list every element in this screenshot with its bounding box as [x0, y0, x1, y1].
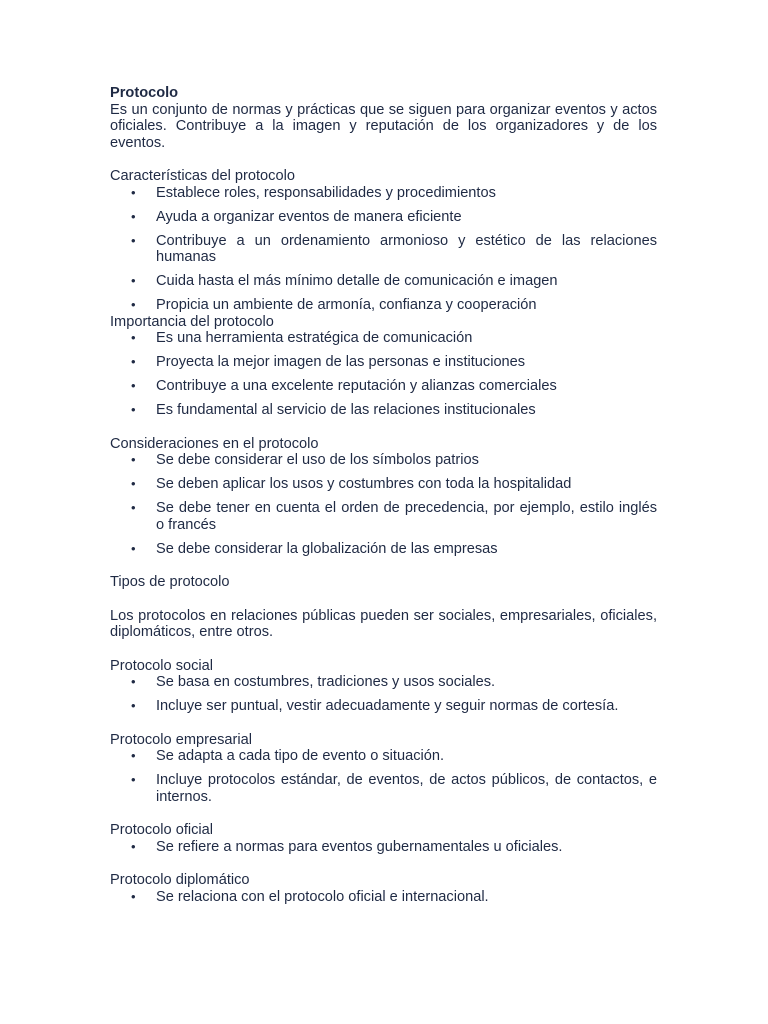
list-item-text: Se deben aplicar los usos y costumbres con toda la hospitalidad: [156, 476, 572, 492]
bullet-icon: •: [131, 354, 136, 369]
section-heading-tipos: Tipos de protocolo: [110, 574, 230, 590]
list-item: [110, 330, 657, 347]
section-heading-caracteristicas: Características del protocolo: [110, 168, 295, 184]
list-social: [110, 674, 657, 715]
list-item: [110, 674, 657, 691]
list-item: [110, 839, 657, 856]
bullet-icon: •: [131, 452, 136, 467]
list-item: [110, 476, 657, 493]
bullet-icon: •: [131, 184, 136, 200]
list-item: [110, 297, 657, 314]
list-item: [110, 378, 657, 395]
bullet-icon: •: [131, 297, 136, 312]
spacer: [110, 641, 657, 658]
list-item-text: Se debe tener en cuenta el orden de precedencia, por ejemplo, estilo inglés o francés: [156, 500, 657, 533]
bullet-icon: •: [131, 888, 136, 904]
list-item: [110, 748, 657, 765]
bullet-icon: •: [131, 402, 136, 417]
list-diplomatico: [110, 889, 657, 906]
list-item-text: Establece roles, responsabilidades y procedimientos: [156, 184, 496, 201]
bullet-icon: •: [131, 378, 136, 393]
spacer: [110, 419, 657, 436]
tipos-paragraph: Los protocolos en relaciones públicas pueden ser sociales, empresariales, oficiales, diplomáticos, entre otros.: [110, 607, 657, 640]
list-importancia: [110, 330, 657, 419]
bullet-icon: •: [131, 772, 136, 787]
bullet-icon: •: [131, 208, 136, 224]
section-heading-empresarial: Protocolo empresarial: [110, 731, 252, 748]
list-item-text: Se debe considerar el uso de los símbolos patrios: [156, 452, 479, 468]
list-item-text: Cuida hasta el más mínimo detalle de comunicación e imagen: [156, 273, 558, 289]
list-item: [110, 185, 657, 202]
list-item: [110, 889, 657, 906]
list-item: [110, 698, 657, 715]
section-heading-consideraciones: Consideraciones en el protocolo: [110, 435, 319, 452]
list-item-text: Ayuda a organizar eventos de manera eficiente: [156, 208, 462, 225]
list-item: [110, 209, 657, 226]
list-item-text: Contribuye a un ordenamiento armonioso y estético de las relaciones humanas: [156, 232, 657, 265]
bullet-icon: •: [131, 500, 136, 515]
bullet-icon: •: [131, 476, 136, 491]
list-item-text: Se adapta a cada tipo de evento o situación.: [156, 748, 445, 764]
bullet-icon: •: [131, 674, 136, 689]
list-item-text: Incluye ser puntual, vestir adecuadamente y seguir normas de cortesía.: [156, 698, 619, 714]
list-consideraciones: [110, 452, 657, 557]
list-item-text: Se relaciona con el protocolo oficial e internacional.: [156, 888, 489, 905]
list-empresarial: [110, 748, 657, 805]
list-item: [110, 772, 657, 805]
section-heading-oficial: Protocolo oficial: [110, 822, 214, 838]
spacer: [110, 591, 657, 608]
list-item-text: Se debe considerar la globalización de las empresas: [156, 540, 498, 557]
bullet-icon: •: [131, 838, 136, 854]
list-item: [110, 273, 657, 290]
section-heading-social: Protocolo social: [110, 657, 214, 674]
intro-paragraph: Es un conjunto de normas y prácticas que se siguen para organizar eventos y actos oficiales. Contribuye a la imagen y reputación de los organizadores y de los eventos.: [110, 101, 657, 151]
list-item: [110, 233, 657, 266]
list-item-text: Contribuye a una excelente reputación y alianzas comerciales: [156, 378, 557, 394]
list-oficial: [110, 839, 657, 856]
section-heading-diplomatico: Protocolo diplomático: [110, 872, 250, 888]
spacer: [110, 855, 657, 872]
bullet-icon: •: [131, 540, 136, 556]
list-item-text: Es fundamental al servicio de las relaciones institucionales: [156, 402, 536, 418]
list-item: [110, 354, 657, 371]
list-item: [110, 541, 657, 558]
bullet-icon: •: [131, 232, 136, 248]
list-item-text: Se basa en costumbres, tradiciones y usos sociales.: [156, 674, 496, 690]
bullet-icon: •: [131, 273, 136, 288]
list-item: [110, 500, 657, 533]
list-item: [110, 402, 657, 419]
section-heading-importancia: Importancia del protocolo: [110, 313, 274, 330]
bullet-icon: •: [131, 748, 136, 763]
bullet-icon: •: [131, 330, 136, 345]
document-page: [110, 85, 657, 905]
list-caracteristicas: [110, 185, 657, 314]
list-item: [110, 452, 657, 469]
spacer: [110, 151, 657, 168]
spacer: [110, 805, 657, 822]
spacer: [110, 715, 657, 732]
bullet-icon: •: [131, 698, 136, 713]
list-item-text: Proyecta la mejor imagen de las personas e instituciones: [156, 354, 526, 370]
list-item-text: Se refiere a normas para eventos gubernamentales u oficiales.: [156, 838, 563, 855]
list-item-text: Propicia un ambiente de armonía, confianza y cooperación: [156, 297, 537, 313]
list-item-text: Es una herramienta estratégica de comunicación: [156, 330, 473, 346]
spacer: [110, 557, 657, 574]
document-title: Protocolo: [110, 85, 179, 101]
list-item-text: Incluye protocolos estándar, de eventos, de actos públicos, de contactos, e internos.: [156, 772, 657, 805]
